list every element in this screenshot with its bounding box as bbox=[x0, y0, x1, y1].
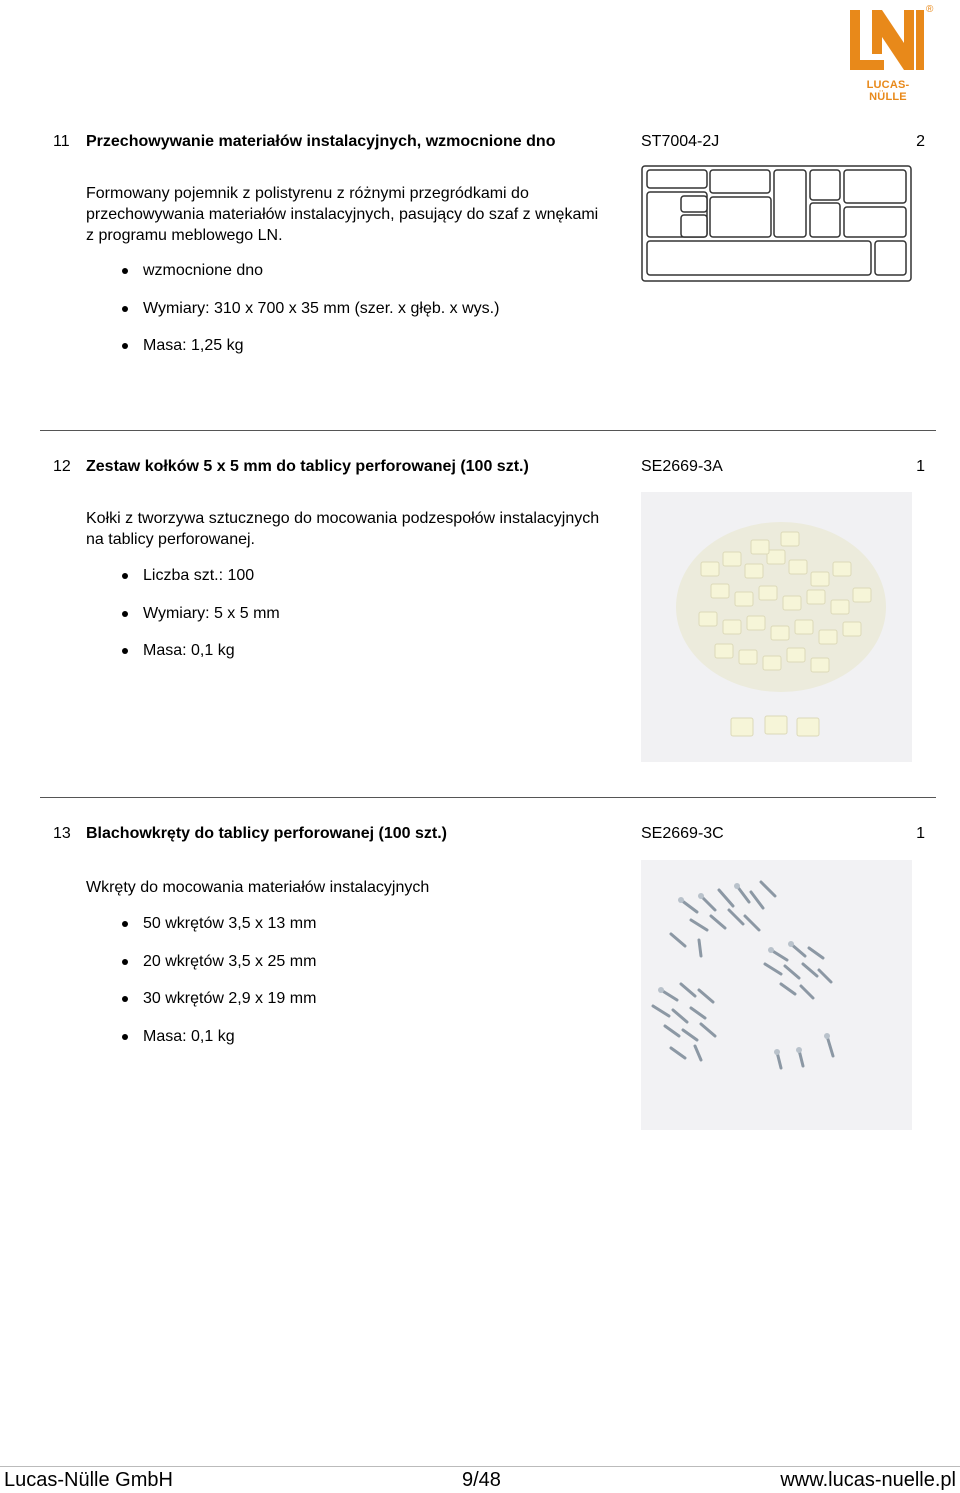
item-title: Blachowkręty do tablicy perforowanej (100 szt.) bbox=[86, 825, 447, 842]
item-title: Przechowywanie materiałów instalacyjnych, wzmocnione dno bbox=[86, 133, 556, 150]
spec-item: Masa: 1,25 kg bbox=[86, 336, 499, 374]
spec-item: Liczba szt.: 100 bbox=[86, 566, 280, 604]
section-divider bbox=[40, 797, 936, 798]
item-number: 12 bbox=[53, 458, 71, 475]
footer-company: Lucas-Nülle GmbH bbox=[4, 1469, 173, 1491]
spec-item: 50 wkrętów 3,5 x 13 mm bbox=[86, 914, 316, 952]
item-description: Kołki z tworzywa sztucznego do mocowania podzespołów instalacyjnych na tablicy perforowanej. bbox=[86, 510, 600, 548]
item-quantity: 1 bbox=[916, 825, 925, 842]
spec-item: Wymiary: 5 x 5 mm bbox=[86, 604, 280, 642]
registered-mark: ® bbox=[926, 4, 934, 15]
item-number: 13 bbox=[53, 825, 71, 842]
item-title: Zestaw kołków 5 x 5 mm do tablicy perforowanej (100 szt.) bbox=[86, 458, 529, 475]
item-quantity: 1 bbox=[916, 458, 925, 475]
item-description: Formowany pojemnik z polistyrenu z różnymi przegródkami do przechowywania materiałów instalacyjnych, pasujący do szaf z wnękami z programu meblowego LN. bbox=[86, 185, 599, 244]
item-specs bbox=[86, 261, 499, 374]
footer-page-number: 9/48 bbox=[462, 1469, 501, 1491]
item-number: 11 bbox=[53, 133, 70, 150]
screws-image bbox=[641, 860, 912, 1130]
spec-item: Wymiary: 310 x 700 x 35 mm (szer. x głęb. x wys.) bbox=[86, 299, 499, 337]
logo-text: LUCAS-NÜLLE bbox=[866, 79, 910, 103]
storage-tray-image bbox=[641, 165, 912, 283]
footer-divider bbox=[0, 1466, 960, 1467]
item-specs bbox=[86, 914, 316, 1064]
item-code: ST7004-2J bbox=[641, 133, 720, 150]
item-code: SE2669-3A bbox=[641, 458, 723, 475]
item-description: Wkręty do mocowania materiałów instalacyjnych bbox=[86, 879, 430, 896]
spec-item: wzmocnione dno bbox=[86, 261, 499, 299]
spec-item: 20 wkrętów 3,5 x 25 mm bbox=[86, 952, 316, 990]
item-quantity: 2 bbox=[916, 133, 925, 150]
footer-website[interactable]: www.lucas-nuelle.pl bbox=[780, 1469, 956, 1491]
item-specs bbox=[86, 566, 280, 679]
section-divider bbox=[40, 430, 936, 431]
item-code: SE2669-3C bbox=[641, 825, 724, 842]
spec-item: Masa: 0,1 kg bbox=[86, 1027, 316, 1065]
plastic-plugs-image bbox=[641, 492, 912, 762]
spec-item: Masa: 0,1 kg bbox=[86, 641, 280, 679]
spec-item: 30 wkrętów 2,9 x 19 mm bbox=[86, 989, 316, 1027]
